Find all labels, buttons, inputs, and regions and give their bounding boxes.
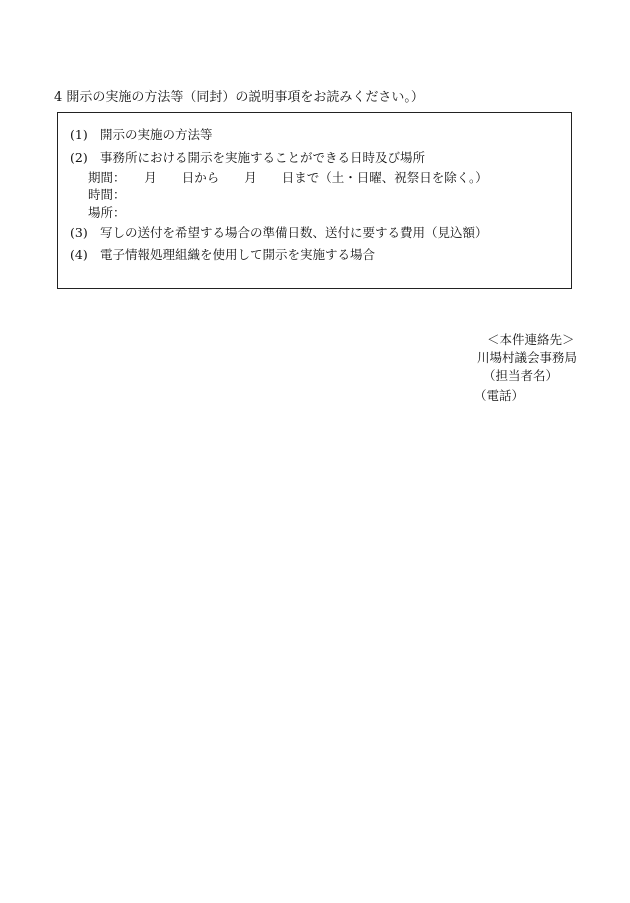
item-4 [70, 247, 375, 263]
contact-office: 川場村議会事務局 [477, 350, 578, 365]
item-1 [70, 127, 213, 143]
time-line: 時間： [88, 187, 126, 202]
item-4-number: (4) [70, 247, 88, 262]
item-4-text: 電子情報処理組織を使用して開示を実施する場合 [100, 247, 376, 262]
item-2-number: (2) [70, 150, 88, 165]
contact-person: （担当者名） [483, 368, 559, 383]
disclosure-method-box [57, 112, 572, 289]
item-1-number: (1) [70, 127, 88, 142]
item-3-number: (3) [70, 225, 88, 240]
contact-phone: （電話） [474, 388, 525, 403]
item-2 [70, 150, 425, 166]
item-3 [70, 225, 488, 241]
item-3-text: 写しの送付を希望する場合の準備日数、送付に要する費用（見込額） [100, 225, 488, 240]
contact-title: ＜本件連絡先＞ [487, 332, 575, 347]
section-heading: 4 開示の実施の方法等（同封）の説明事項をお読みください。） [54, 90, 424, 105]
period-line: 期間： 月 日から 月 日まで（土・日曜、祝祭日を除く。） [88, 170, 488, 185]
item-2-text: 事務所における開示を実施することができる日時及び場所 [100, 150, 426, 165]
item-1-text: 開示の実施の方法等 [100, 127, 213, 142]
place-line: 場所： [88, 205, 126, 220]
